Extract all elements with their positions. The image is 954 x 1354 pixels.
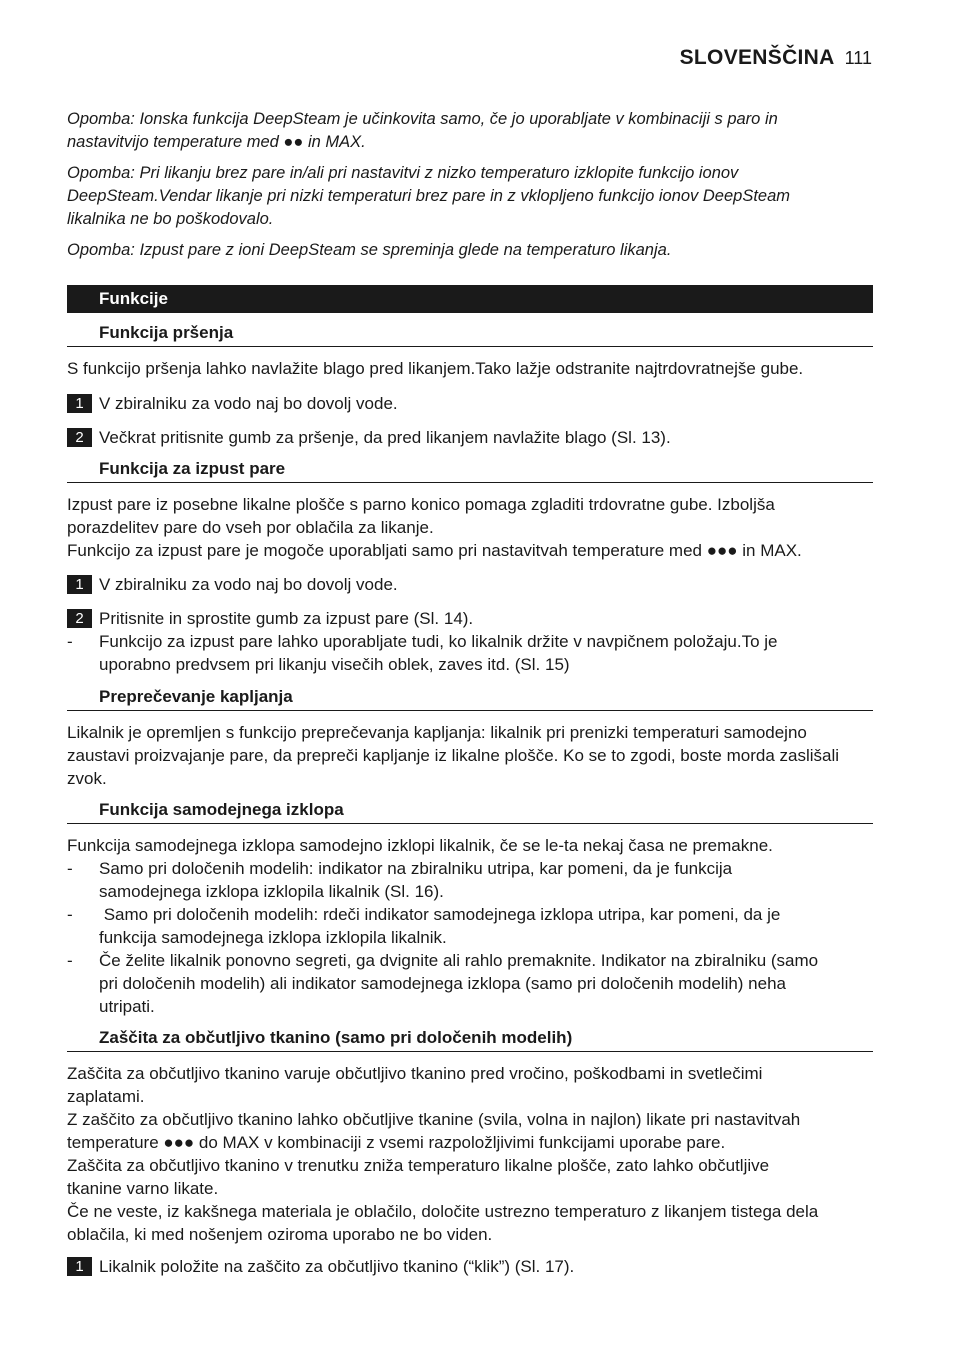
spray-heading: Funkcija pršenja [67, 323, 873, 347]
note-2 [67, 162, 873, 231]
drip-heading: Preprečevanje kapljanja [67, 687, 873, 711]
shot-bullet [67, 630, 873, 676]
note-line: DeepSteam.Vendar likanje pri nizki temperaturi brez pare in z vklopljeno funkcijo ionov DeepSteam [67, 187, 791, 205]
autooff-heading: Funkcija samodejnega izklopa [67, 800, 873, 824]
bullet-dash: - [67, 859, 73, 878]
step-text: V zbiralniku za vodo naj bo dovolj vode. [99, 575, 398, 594]
bullet-line: uporabno predvsem pri likanju visečih oblek, zaves itd. (Sl. 15) [99, 655, 570, 674]
autooff-bullet-2 [67, 903, 873, 949]
bullet-dash: - [67, 632, 73, 651]
bullet-line: funkcija samodejnega izklopa izklopila likalnik. [99, 928, 447, 947]
spray-step-1 [67, 392, 873, 415]
para-line: Če ne veste, iz kakšnega materiala je oblačilo, določite ustrezno temperaturo z likanjem tistega dela [67, 1202, 819, 1221]
para-line: tkanine varno likate. [67, 1179, 219, 1198]
para-line: Z zaščito za občutljivo tkanino lahko občutljive tkanine (svila, volna in najlon) likate pri nastavitvah [67, 1110, 801, 1129]
para-line: Zaščita za občutljivo tkanino varuje občutljivo tkanino pred vročino, poškodbami in svetlečimi [67, 1064, 763, 1083]
bullet-line: Samo pri določenih modelih: rdeči indikator samodejnega izklopa utripa, kar pomeni, da je [99, 905, 781, 924]
shot-heading: Funkcija za izpust pare [67, 459, 873, 483]
protector-heading: Zaščita za občutljivo tkanino (samo pri določenih modelih) [67, 1028, 873, 1052]
para-line: oblačila, ki med nošenjem oziroma uporabo ne bo viden. [67, 1225, 493, 1244]
page-content [67, 108, 873, 1276]
note-line: Opomba: Pri likanju brez pare in/ali pri nastavitvi z nizko temperaturo izklopite funkcijo ionov [67, 164, 739, 182]
autooff-bullet-1 [67, 857, 873, 903]
bullet-line: Če želite likalnik ponovno segreti, ga dvignite ali rahlo premaknite. Indikator na zbiralniku (samo [99, 951, 819, 970]
autooff-bullet-3 [67, 949, 873, 1018]
para-line: zaustavi proizvajanje pare, da prepreči kapljanje iz likalne plošče. Ko se to zgodi, boste morda zaslišali [67, 746, 840, 765]
para-line: Zaščita za občutljivo tkanino v trenutku zniža temperaturo likalne plošče, zato lahko občutljive [67, 1156, 770, 1175]
page-number: 111 [844, 48, 872, 68]
para-line: Izpust pare iz posebne likalne plošče s parno konico pomaga zgladiti trdovratne gube. Izboljša [67, 495, 775, 514]
note-line: Opomba: Izpust pare z ioni DeepSteam se spreminja glede na temperaturo likanja. [67, 241, 672, 259]
step-number: 1 [67, 1257, 92, 1276]
step-number: 2 [67, 609, 92, 628]
autooff-text [67, 834, 873, 1018]
note-line: likalnika ne bo poškodovalo. [67, 210, 274, 228]
para-line: Funkcija samodejnega izklopa samodejno izklopi likalnik, če se le-ta nekaj časa ne premakne. [67, 836, 773, 855]
protector-text [67, 1062, 873, 1246]
bullet-line: Funkcijo za izpust pare lahko uporabljate tudi, ko likalnik držite v navpičnem položaju.To je [99, 632, 778, 651]
bullet-line: Samo pri določenih modelih: indikator na zbiralniku utripa, kar pomeni, da je funkcija [99, 859, 733, 878]
page-header [680, 46, 872, 70]
shot-step-1 [67, 573, 873, 596]
step-text: V zbiralniku za vodo naj bo dovolj vode. [99, 394, 398, 413]
bullet-line: samodejnega izklopa izklopila likalnik (Sl. 16). [99, 882, 444, 901]
protector-step-1 [67, 1255, 873, 1278]
shot-step-2 [67, 607, 873, 630]
step-number: 1 [67, 394, 92, 413]
para-line: zvok. [67, 769, 107, 788]
shot-text [67, 493, 873, 562]
note-3 [67, 239, 873, 262]
step-text: Likalnik položite na zaščito za občutljivo tkanino (“klik”) (Sl. 17). [99, 1257, 575, 1276]
para-line: temperature ●●● do MAX v kombinaciji z vsemi razpoložljivimi funkcijami uporabe pare. [67, 1133, 726, 1152]
note-line: nastavitvijo temperature med ●● in MAX. [67, 133, 366, 151]
step-number: 1 [67, 575, 92, 594]
spray-text: S funkcijo pršenja lahko navlažite blago pred likanjem.Tako lažje odstranite najtrdovratnejše gube. [67, 359, 804, 378]
step-text: Večkrat pritisnite gumb za pršenje, da pred likanjem navlažite blago (Sl. 13). [99, 428, 671, 447]
para-line: zaplatami. [67, 1087, 145, 1106]
step-number: 2 [67, 428, 92, 447]
bullet-line: utripati. [99, 997, 155, 1016]
section-title-bar: Funkcije [67, 285, 873, 313]
bullet-line: pri določenih modelih) ali indikator samodejnega izklopa (samo pri določenih modelih) neha [99, 974, 786, 993]
spray-step-2 [67, 426, 873, 449]
note-1 [67, 108, 873, 154]
step-text: Pritisnite in sprostite gumb za izpust pare (Sl. 14). [99, 609, 474, 628]
bullet-dash: - [67, 905, 73, 924]
drip-text [67, 721, 873, 790]
note-line: Opomba: Ionska funkcija DeepSteam je učinkovita samo, če jo uporabljate v kombinaciji s paro in [67, 110, 778, 128]
bullet-dash: - [67, 951, 73, 970]
para-line: Funkcijo za izpust pare je mogoče uporabljati samo pri nastavitvah temperature med ●●● in MAX. [67, 541, 802, 560]
para-line: Likalnik je opremljen s funkcijo preprečevanja kapljanja: likalnik pri prenizki temperaturi samodejno [67, 723, 807, 742]
language-label: SLOVENŠČINA [679, 46, 835, 69]
para-line: porazdelitev pare do vseh por oblačila za likanje. [67, 518, 434, 537]
